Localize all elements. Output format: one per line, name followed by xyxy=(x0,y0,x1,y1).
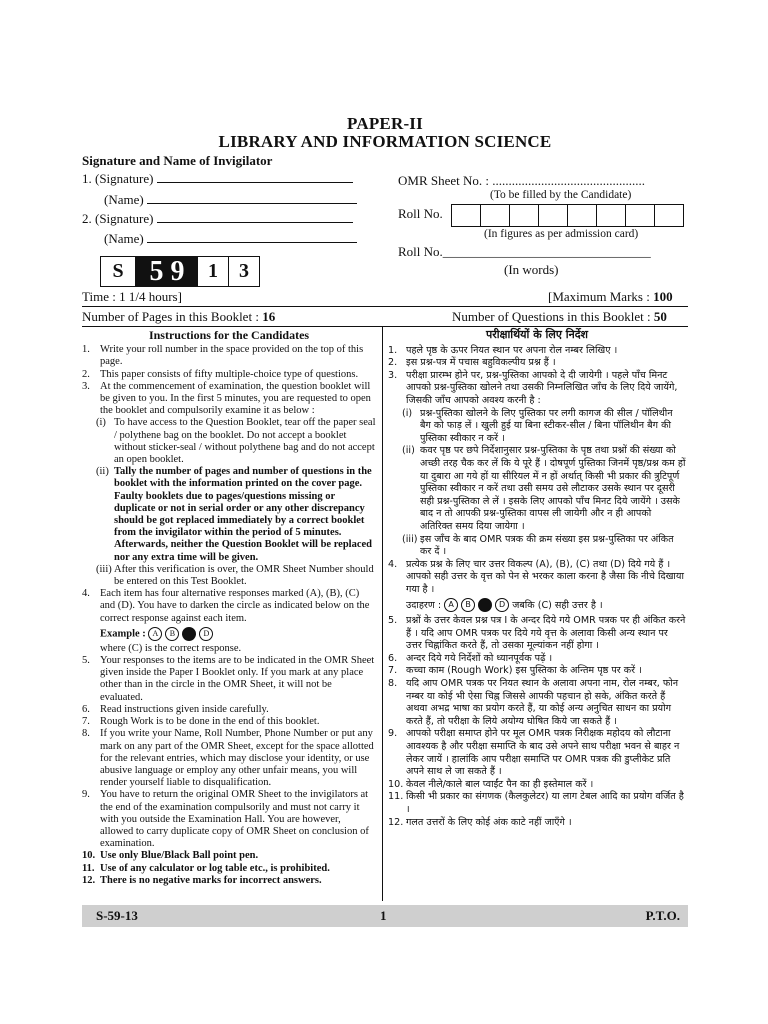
item-number: 4. xyxy=(82,588,90,600)
example-circles xyxy=(444,598,509,612)
item-number: 1. xyxy=(388,344,398,356)
instruction-text: At the commencement of examination, the question booklet will be given to you. In the first 5 minutes, you are requested to open the booklet and compulsorily examine it as below : xyxy=(100,380,371,417)
item-number: 2. xyxy=(82,368,90,380)
example-row xyxy=(388,598,686,613)
series-code-box xyxy=(100,256,260,287)
instruction-text: Your responses to the items are to be indicated in the OMR Sheet given inside the Paper I Booklet only. If you mark at any place other than in the circle in the OMR Sheet, it will not be evaluated. xyxy=(100,655,375,703)
column-divider xyxy=(382,327,383,901)
divider xyxy=(82,326,688,327)
signature-2-label: 2. (Signature) xyxy=(82,211,154,226)
roll-words-note: (In words) xyxy=(504,262,559,277)
instruction-text: प्रत्येक प्रश्न के लिए चार उत्तर विकल्प (A), (B), (C) तथा (D) दिये गये हैं । आपको सही उत्तर के वृत्त को पेन से भरकर काला करना है जैसा कि नीचे दिखाया गया है । xyxy=(406,558,684,595)
instruction-text: आपको परीक्षा समाप्त होने पर मूल OMR पत्रक निरीक्षक महोदय को लौटाना आवश्यक है और परीक्षा समाप्ति के बाद उसे अपने साथ परीक्षा भवन से बाहर न लेकर जायें । हालांकि आप परीक्षा समाप्ति पर OMR पत्रक की डुप्लीकेट प्रति अपने साथ ले जा सकते हैं । xyxy=(406,728,680,778)
roll-figures-note: (In figures as per admission card) xyxy=(484,228,639,240)
roll-box[interactable] xyxy=(654,204,684,227)
name-1-row xyxy=(104,192,357,208)
roll-number-boxes xyxy=(452,204,684,227)
item-number: 7. xyxy=(82,716,90,728)
instructions-heading: परीक्षार्थियों के लिए निर्देश xyxy=(485,328,589,341)
instructions-hindi xyxy=(388,329,686,829)
instruction-text: परीक्षा प्रारम्भ होने पर, प्रश्न-पुस्तिका आपको दे दी जायेगी । पहले पाँच मिनट आपको प्रश्न-पुस्तिका खोलने तथा उसकी निम्नलिखित जाँच के लिए दिये जायेंगे, जिसकी जाँच आपको अवश्य करनी है : xyxy=(406,369,678,406)
instruction-text: Write your roll number in the space provided on the top of this page. xyxy=(100,344,364,368)
name-1-line xyxy=(147,193,357,204)
instruction-text: Each item has four alternative responses marked (A), (B), (C) and (D). You have to darken the circle as indicated below on the correct response against each item. xyxy=(100,588,370,624)
item-number: 3. xyxy=(82,380,90,392)
sub-number: (ii) xyxy=(96,466,109,478)
item-number: 10. xyxy=(82,850,96,862)
item-number: 2. xyxy=(388,357,398,369)
item-number: 9. xyxy=(388,728,398,740)
option-b-circle: B xyxy=(461,598,475,612)
page-number: 1 xyxy=(380,908,387,923)
pages-label: Number of Pages in this Booklet : xyxy=(82,309,263,324)
item-number: 6. xyxy=(82,703,90,715)
instruction-text: किसी भी प्रकार का संगणक (कैलकुलेटर) या लाग टेबल आदि का प्रयोग वर्जित है । xyxy=(406,791,684,815)
series-digit-2: 3 xyxy=(239,260,249,282)
pages-count xyxy=(82,309,275,325)
roll-box[interactable] xyxy=(596,204,626,227)
item-number: 10. xyxy=(388,778,404,790)
example-row xyxy=(82,627,376,641)
instruction-text: पहले पृष्ठ के ऊपर नियत स्थान पर अपना रोल नम्बर लिखिए । xyxy=(406,344,618,356)
name-2-line xyxy=(147,232,357,243)
instruction-text: कच्चा काम (Rough Work) इस पुस्तिका के अन्तिम पृष्ठ पर करें । xyxy=(406,665,642,677)
instruction-text: गलत उत्तरों के लिए कोई अंक काटे नहीं जाएँगे । xyxy=(406,816,572,828)
omr-sheet-no: OMR Sheet No. : ............................................... xyxy=(398,173,645,188)
footer-code: S-59-13 xyxy=(96,908,138,923)
name-2-row xyxy=(104,231,357,247)
item-number: 1. xyxy=(82,344,90,356)
item-number: 5. xyxy=(82,655,90,667)
roll-box[interactable] xyxy=(480,204,510,227)
signature-1-label: 1. (Signature) xyxy=(82,171,154,186)
sub-number: (iii) xyxy=(402,533,418,545)
option-d-circle: D xyxy=(199,627,213,641)
option-b-circle: B xyxy=(165,627,179,641)
divider xyxy=(82,306,688,307)
paper-title: PAPER-II xyxy=(347,114,423,133)
max-marks-label: [Maximum Marks : xyxy=(548,289,654,304)
max-marks xyxy=(548,289,673,305)
instruction-text: इस जाँच के बाद OMR पत्रक की क्रम संख्या इस प्रश्न-पुस्तिका पर अंकित कर दें । xyxy=(420,533,674,558)
item-number: 8. xyxy=(388,678,398,690)
pto-label: P.T.O. xyxy=(645,908,680,923)
signature-2-row xyxy=(82,211,353,227)
instruction-text: Use of any calculator or log table etc., is prohibited. xyxy=(100,862,330,874)
invigilator-heading: Signature and Name of Invigilator xyxy=(82,153,273,168)
series-letter: S xyxy=(101,257,136,286)
signature-1-row xyxy=(82,171,353,187)
item-number: 11. xyxy=(388,791,404,803)
name-1-label: (Name) xyxy=(104,192,144,207)
instruction-text: इस प्रश्न-पत्र में पचास बहुविकल्पीय प्रश्न हैं । xyxy=(406,357,556,369)
item-number: 12. xyxy=(388,816,404,828)
instruction-text: कवर पृष्ठ पर छपे निर्देशानुसार प्रश्न-पुस्तिका के पृष्ठ तथा प्रश्नों की संख्या को अच्छी तरह चैक कर लें कि ये पूरे हैं । दोषपूर्ण पुस्तिका जिनमें पृष्ठ/प्रश्न कम हों या दुबारा आ गये हों या सीरियल में न हों अर्थात् किसी भी प्रकार की त्रुटिपूर्ण पुस्तिका स्वीकार न करें तथा उसी समय उसे लौटाकर उसके स्थान पर दूसरी सही प्रश्न-पुस्तिका ले लें । इसके लिए आपको पाँच मिनट दिये जायेंगे । उसके बाद न तो आपकी प्रश्न-पुस्तिका वापस ली जायेगी और न ही आपको अतिरिक्त समय दिया जायेगा । xyxy=(420,445,686,532)
series-digit-1: 1 xyxy=(198,257,229,286)
instruction-text: प्रश्न-पुस्तिका खोलने के लिए पुस्तिका पर लगी कागज की सील / पॉलिथीन बैग को फाड़ लें । खुली हुई या बिना स्टीकर-सील / बिना पॉलिथीन बैग की पुस्तिका स्वीकार न करें । xyxy=(420,407,673,444)
series-number: 5 9 xyxy=(136,257,198,286)
instruction-text: Rough Work is to be done in the end of this booklet. xyxy=(100,716,320,728)
subject-title: LIBRARY AND INFORMATION SCIENCE xyxy=(218,132,552,151)
max-marks-value: 100 xyxy=(653,289,673,304)
roll-no-label: Roll No. xyxy=(398,206,443,221)
instruction-text: If you write your Name, Roll Number, Phone Number or put any mark on any part of the OMR Sheet, except for the space allotted for the relevant entries, which may disclose your identity, or use abusive language or employ any other unfair means, you will render yourself liable to disqualification. xyxy=(100,728,374,789)
instructions-english xyxy=(82,329,376,887)
item-number: 7. xyxy=(388,665,398,677)
instructions-heading: Instructions for the Candidates xyxy=(148,328,310,342)
instruction-text: After this verification is over, the OMR Sheet Number should be entered on this Test Booklet. xyxy=(114,563,374,588)
instruction-text: To have access to the Question Booklet, tear off the paper seal / polythene bag on the booklet. Do not accept a booklet without sticker-seal / without polythene bag and do not accept an open booklet. xyxy=(114,417,376,466)
instruction-text: प्रश्नों के उत्तर केवल प्रश्न पत्र I के अन्दर दिये गये OMR पत्रक पर ही अंकित करने हैं । यदि आप OMR पत्रक पर दिये गये वृत्त के अलावा किसी अन्य स्थान पर उत्तर चिह्नांकित करते हैं, तो उसका मूल्यांकन नहीं होगा । xyxy=(406,615,686,652)
option-c-filled-circle xyxy=(182,627,196,641)
item-number: 4. xyxy=(388,558,398,570)
roll-words-line: Roll No.________________________________ xyxy=(398,244,651,259)
instruction-text: Use only Blue/Black Ball point pen. xyxy=(100,850,259,862)
item-number: 11. xyxy=(82,862,95,874)
name-2-label: (Name) xyxy=(104,231,144,246)
instruction-text: केवल नीले/काले बाल प्वाईंट पैन का ही इस्तेमाल करें । xyxy=(406,778,594,790)
sub-number: (i) xyxy=(96,417,106,429)
item-number: 5. xyxy=(388,615,398,627)
roll-box[interactable] xyxy=(509,204,539,227)
sub-number: (i) xyxy=(402,407,413,419)
instruction-text: This paper consists of fifty multiple-choice type of questions. xyxy=(100,368,359,380)
sub-number: (iii) xyxy=(96,563,112,575)
option-a-circle: A xyxy=(444,598,458,612)
roll-box[interactable] xyxy=(451,204,481,227)
questions-value: 50 xyxy=(653,309,667,324)
signature-1-line xyxy=(157,172,353,183)
instruction-text: अन्दर दिये गये निर्देशों को ध्यानपूर्वक पढ़ें । xyxy=(406,652,553,664)
option-d-circle: D xyxy=(495,598,509,612)
example-note: जबकि (C) सही उत्तर है । xyxy=(512,600,603,612)
instruction-text: Tally the number of pages and number of questions in the booklet with the information printed on the cover page. Faulty booklets due to pages/questions missing or duplicate or not in serial order or any other discrepancy should be got replaced immediately by a correct booklet from the invigilator within the period of 5 minutes. Afterwards, neither the Question Booklet will be replaced nor any extra time will be given. xyxy=(114,466,373,563)
instruction-text: यदि आप OMR पत्रक पर नियत स्थान के अलावा अपना नाम, रोल नम्बर, फोन नम्बर या कोई भी ऐसा चिह्न जिससे आपकी पहचान हो सके, अंकित करते हैं अथवा अभद्र भाषा का प्रयोग करते हैं, या कोई अन्य अनुचित साधन का प्रयोग करते हैं, तो परीक्षा के लिये अयोग्य घोषित किये जा सकते हैं । xyxy=(406,678,679,727)
time-label: Time : 1 1/4 hours] xyxy=(82,289,182,304)
example-circles xyxy=(148,627,213,641)
omr-note: (To be filled by the Candidate) xyxy=(490,189,632,201)
roll-box[interactable] xyxy=(538,204,568,227)
page-footer xyxy=(82,905,688,927)
sub-number: (ii) xyxy=(402,445,415,457)
questions-label: Number of Questions in this Booklet : xyxy=(452,309,654,324)
example-note: where (C) is the correct response. xyxy=(100,642,242,654)
instruction-text: There is no negative marks for incorrect answers. xyxy=(100,874,322,886)
questions-count xyxy=(452,309,667,325)
item-number: 8. xyxy=(82,728,90,740)
instruction-text: Read instructions given inside carefully. xyxy=(100,703,269,715)
instruction-text: You have to return the original OMR Sheet to the invigilators at the end of the examination compulsorily and must not carry it with you outside the Examination Hall. You are however, allowed to carry duplicate copy of OMR Sheet on conclusion of examination. xyxy=(100,789,369,850)
option-a-circle: A xyxy=(148,627,162,641)
example-label: उदाहरण : xyxy=(406,600,442,612)
item-number: 6. xyxy=(388,652,398,664)
item-number: 9. xyxy=(82,789,90,801)
item-number: 12. xyxy=(82,874,96,886)
roll-box[interactable] xyxy=(567,204,597,227)
pages-value: 16 xyxy=(262,309,276,324)
option-c-filled-circle xyxy=(478,598,492,612)
example-label: Example : xyxy=(100,628,146,640)
roll-box[interactable] xyxy=(625,204,655,227)
signature-2-line xyxy=(157,212,353,223)
item-number: 3. xyxy=(388,369,398,381)
